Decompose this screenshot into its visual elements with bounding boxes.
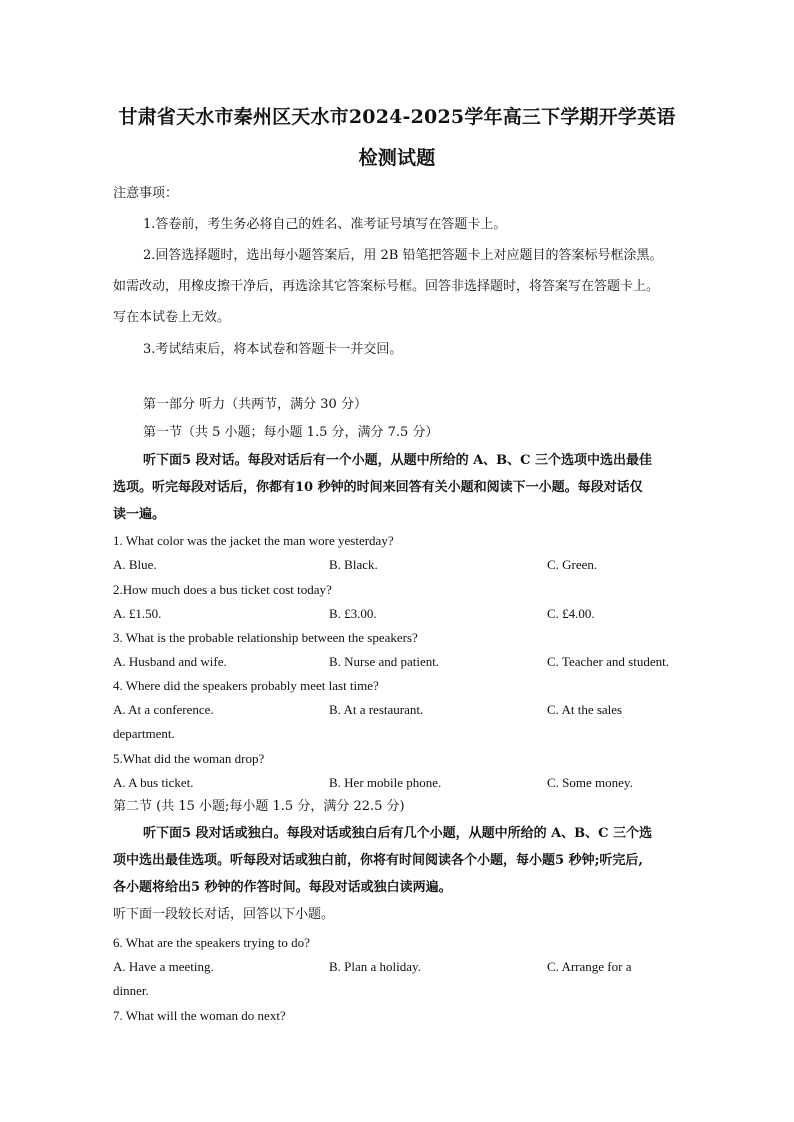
notice-item-2-c: 写在本试卷上无效。 bbox=[113, 310, 231, 325]
q6-option-a: A. Have a meeting. bbox=[113, 959, 214, 974]
q3-option-a: A. Husband and wife. bbox=[113, 654, 227, 669]
q1-option-c: C. Green. bbox=[547, 557, 598, 572]
question-6: 6. What are the speakers trying to do? bbox=[113, 935, 310, 950]
q2-option-b: B. £3.00. bbox=[329, 606, 377, 621]
section1-instruction-c: 读一遍。 bbox=[113, 507, 166, 522]
section2-heading: 第二节 (共 15 小题;每小题 1.5 分，满分 22.5 分) bbox=[113, 799, 405, 814]
section2-instruction-a: 听下面5 段对话或独白。每段对话或独白后有几个小题，从题中所给的 A、B、C 三个选 bbox=[143, 826, 653, 841]
q4-option-a: A. At a conference. bbox=[113, 702, 214, 717]
question-1: 1. What color was the jacket the man wore yesterday? bbox=[113, 533, 394, 548]
q6-option-c: C. Arrange for a bbox=[547, 959, 632, 974]
q5-option-a: A. A bus ticket. bbox=[113, 775, 194, 790]
question-3: 3. What is the probable relationship between the speakers? bbox=[113, 630, 418, 645]
question-7: 7. What will the woman do next? bbox=[113, 1008, 286, 1023]
q1-option-b: B. Black. bbox=[329, 557, 378, 572]
section2-instruction-c: 各小题将给出5 秒钟的作答时间。每段对话或独白读两遍。 bbox=[113, 880, 452, 895]
q5-option-c: C. Some money. bbox=[547, 775, 633, 790]
title-line-1: 甘肃省天水市秦州区天水市2024-2025学年高三下学期开学英语 bbox=[118, 106, 676, 128]
q4-option-b: B. At a restaurant. bbox=[329, 702, 424, 717]
q2-option-c: C. £4.00. bbox=[547, 606, 595, 621]
question-5: 5.What did the woman drop? bbox=[113, 751, 265, 766]
notice-item-2-b: 如需改动，用橡皮擦干净后，再选涂其它答案标号框。回答非选择题时，将答案写在答题卡上。 bbox=[113, 279, 660, 294]
section1-heading: 第一节（共 5 小题；每小题 1.5 分，满分 7.5 分） bbox=[143, 425, 439, 440]
notice-item-3: 3.考试结束后，将本试卷和答题卡一并交回。 bbox=[143, 342, 403, 357]
notice-item-2-a: 2.回答选择题时，选出每小题答案后，用 2B 铅笔把答题卡上对应题目的答案标号框涂黑。 bbox=[143, 248, 663, 263]
notice-item-1: 1.答卷前，考生务必将自己的姓名、准考证号填写在答题卡上。 bbox=[143, 217, 507, 232]
part1-heading: 第一部分 听力（共两节，满分 30 分） bbox=[143, 397, 367, 412]
q2-option-a: A. £1.50. bbox=[113, 606, 162, 621]
q4-option-c: C. At the sales bbox=[547, 702, 623, 717]
question-4: 4. Where did the speakers probably meet last time? bbox=[113, 678, 379, 693]
section1-instruction-a: 听下面5 段对话。每段对话后有一个小题，从题中所给的 A、B、C 三个选项中选出最佳 bbox=[143, 453, 653, 468]
q1-option-a: A. Blue. bbox=[113, 557, 157, 572]
q6-option-c-continued: dinner. bbox=[113, 983, 149, 998]
q6-option-b: B. Plan a holiday. bbox=[329, 959, 421, 974]
section2-lead: 听下面一段较长对话，回答以下小题。 bbox=[113, 907, 335, 922]
q5-option-b: B. Her mobile phone. bbox=[329, 775, 442, 790]
question-2: 2.How much does a bus ticket cost today? bbox=[113, 582, 332, 597]
section1-instruction-b: 选项。听完每段对话后，你都有10 秒钟的时间来回答有关小题和阅读下一小题。每段对话仅 bbox=[113, 480, 643, 495]
q4-option-c-continued: department. bbox=[113, 726, 175, 741]
title-line-2: 检测试题 bbox=[358, 147, 436, 169]
section2-instruction-b: 项中选出最佳选项。听每段对话或独白前，你将有时间阅读各个小题，每小题5 秒钟;听完后, bbox=[113, 853, 643, 868]
q3-option-b: B. Nurse and patient. bbox=[329, 654, 440, 669]
notice-heading: 注意事项： bbox=[113, 186, 179, 201]
q3-option-c: C. Teacher and student. bbox=[547, 654, 669, 669]
